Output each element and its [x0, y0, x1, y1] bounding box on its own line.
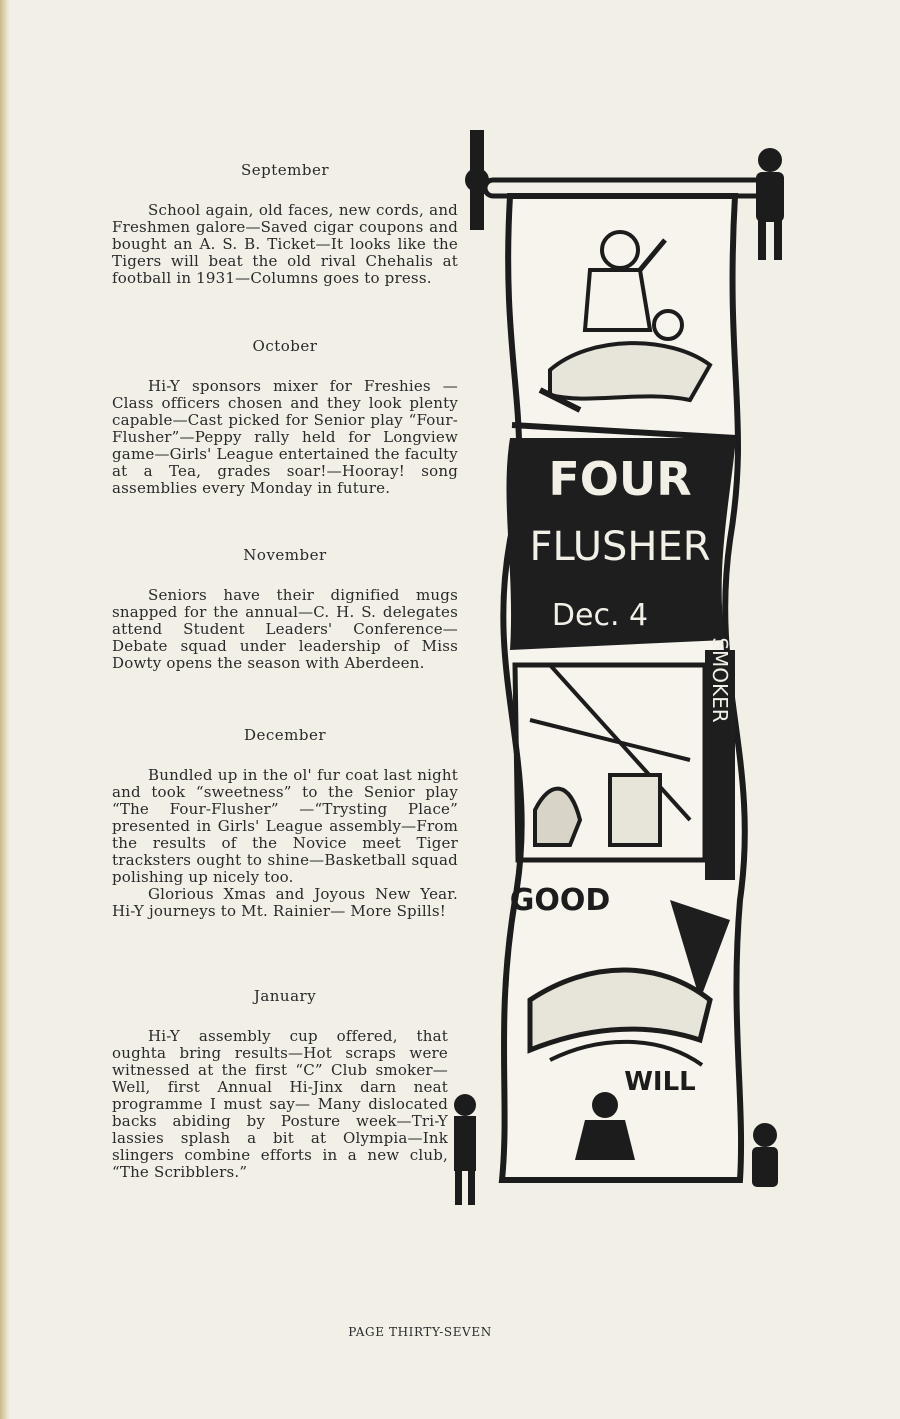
- month-heading-october: October: [252, 337, 318, 355]
- october-text: Hi-Y sponsors mixer for Freshies —Class officers chosen and they look plenty capable—Cast picked for Senior play “Four-Flusher”—Peppy rally held for Longview game—Girls' League entertained the faculty at a Tea, grades soar!—Hooray! song assemblies every Monday in future.: [112, 377, 458, 497]
- four-flusher-title-1: FOUR: [548, 452, 692, 506]
- september-section: [112, 160, 458, 287]
- month-heading-december: December: [243, 726, 327, 744]
- month-heading-september: September: [240, 161, 330, 179]
- january-text: Hi-Y assembly cup offered, that oughta bring results—Hot scraps were witnessed at the first “C” Club smoker—Well, first Annual Hi-Jinx darn neat programme I must say— Many dislocated backs abiding by Posture week—Tri-Y lassies splash a bit at Olympia—Ink slingers combine efforts in a new club, “The Scribblers.”: [112, 1027, 448, 1181]
- october-section: [112, 336, 458, 497]
- december-text-1: Bundled up in the ol' fur coat last night and took “sweetness” to the Senior play “The Four-Flusher” —“Trysting Place” presented in Girls' League assembly—From the results of the Novice meet Tiger tracksters ought to shine—Basketball squad polishing up nicely too.: [112, 766, 458, 886]
- november-text: Seniors have their dignified mugs snapped for the annual—C. H. S. delegates attend Student Leaders' Conference—Debate squad under leadership of Miss Dowty opens the season with Aberdeen.: [112, 586, 458, 672]
- page-number: PAGE THIRTY-SEVEN: [348, 1325, 492, 1339]
- december-text-2: Glorious Xmas and Joyous New Year. Hi-Y journeys to Mt. Rainier— More Spills!: [112, 885, 458, 920]
- page-edge: [0, 0, 10, 1419]
- smoker-label: SMOKER: [708, 637, 732, 723]
- scroll-illustration: [440, 120, 800, 1230]
- month-heading-november: November: [243, 546, 327, 564]
- november-section: [112, 545, 458, 672]
- december-section: [112, 725, 458, 920]
- figure-icon: [756, 148, 784, 260]
- four-flusher-panel: [506, 438, 736, 650]
- four-flusher-date: Dec. 4: [551, 598, 649, 633]
- month-heading-january: January: [253, 987, 317, 1005]
- four-flusher-title-2: FLUSHER: [529, 524, 711, 570]
- september-text: School again, old faces, new cords, and Freshmen galore—Saved cigar coupons and bought an A. S. B. Ticket—It looks like the Tigers will beat the old rival Chehalis at football in 1931—Columns goes to press.: [112, 201, 458, 287]
- january-section: [112, 986, 458, 1181]
- good-label: GOOD: [509, 883, 611, 918]
- will-label: WILL: [624, 1067, 696, 1097]
